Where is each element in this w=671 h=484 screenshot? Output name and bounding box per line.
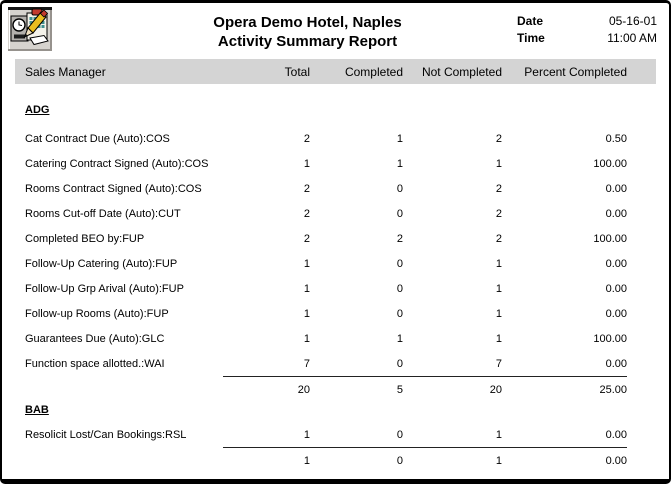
date-row xyxy=(517,13,657,30)
row-value: 2 xyxy=(495,132,502,145)
row-label: Rooms Cut-off Date (Auto):CUT xyxy=(25,207,181,220)
totals-value: 20 xyxy=(489,383,502,396)
row-value: 0.00 xyxy=(605,182,627,195)
row-value: 1 xyxy=(495,282,502,295)
row-value: 1 xyxy=(303,157,310,170)
activity-report-icon-image xyxy=(8,7,52,51)
totals-value: 1 xyxy=(495,454,502,467)
row-value: 2 xyxy=(303,182,310,195)
report-body xyxy=(2,104,669,473)
row-value: 1 xyxy=(396,157,403,170)
row-value: 1 xyxy=(495,157,502,170)
activity-report-icon xyxy=(8,7,98,59)
row-label: Function space allotted.:WAI xyxy=(25,357,165,370)
row-value: 100.00 xyxy=(593,332,627,345)
hotel-name-title: Opera Demo Hotel, Naples xyxy=(213,14,402,31)
row-label: Follow-Up Catering (Auto):FUP xyxy=(25,257,178,270)
row-value: 0.00 xyxy=(605,307,627,320)
table-row xyxy=(15,276,656,301)
column-header-completed: Completed xyxy=(344,64,403,79)
row-value: 2 xyxy=(495,182,502,195)
row-value: 0 xyxy=(396,307,403,320)
date-label: Date xyxy=(517,14,544,28)
section-rows xyxy=(15,422,656,447)
row-value: 1 xyxy=(495,257,502,270)
section-heading: ADG xyxy=(25,104,50,116)
section-rows xyxy=(15,126,656,376)
row-value: 1 xyxy=(396,132,403,145)
column-header-row xyxy=(15,59,656,84)
date-time-block xyxy=(517,7,657,59)
totals-value: 20 xyxy=(297,383,310,396)
row-value: 2 xyxy=(303,207,310,220)
row-value: 0 xyxy=(396,282,403,295)
row-value: 100.00 xyxy=(593,232,627,245)
table-row xyxy=(15,351,656,376)
table-row xyxy=(15,251,656,276)
table-row xyxy=(15,126,656,151)
row-value: 0.00 xyxy=(605,282,627,295)
column-header-percent-completed: Percent Completed xyxy=(524,64,627,79)
totals-value: 25.00 xyxy=(599,383,627,396)
row-value: 7 xyxy=(303,357,310,370)
section-totals-row xyxy=(15,448,656,473)
row-value: 0 xyxy=(396,182,403,195)
row-label: Resolicit Lost/Can Bookings:RSL xyxy=(25,428,187,441)
report-titles xyxy=(98,7,517,59)
row-label: Catering Contract Signed (Auto):COS xyxy=(25,157,209,170)
date-value: 05-16-01 xyxy=(608,14,657,28)
row-value: 2 xyxy=(396,232,403,245)
row-value: 2 xyxy=(303,232,310,245)
row-value: 100.00 xyxy=(593,157,627,170)
report-section xyxy=(15,404,656,473)
table-row xyxy=(15,151,656,176)
column-header-total: Total xyxy=(284,64,310,79)
row-value: 1 xyxy=(495,332,502,345)
row-label: Cat Contract Due (Auto):COS xyxy=(25,132,170,145)
report-title: Activity Summary Report xyxy=(217,33,398,50)
section-heading: BAB xyxy=(25,404,49,416)
row-value: 7 xyxy=(495,357,502,370)
totals-value: 0 xyxy=(396,454,403,467)
row-value: 0 xyxy=(396,207,403,220)
row-label: Guarantees Due (Auto):GLC xyxy=(25,332,165,345)
row-value: 1 xyxy=(396,332,403,345)
report-section xyxy=(15,104,656,402)
section-totals-row xyxy=(15,377,656,402)
row-value: 0 xyxy=(396,257,403,270)
table-row xyxy=(15,176,656,201)
row-value: 1 xyxy=(303,257,310,270)
row-value: 0 xyxy=(396,357,403,370)
time-label: Time xyxy=(517,31,545,45)
column-header-not-completed: Not Completed xyxy=(421,64,502,79)
row-value: 1 xyxy=(495,428,502,441)
row-label: Follow-Up Grp Arival (Auto):FUP xyxy=(25,282,184,295)
row-label: Rooms Contract Signed (Auto):COS xyxy=(25,182,202,195)
totals-value: 1 xyxy=(303,454,310,467)
row-value: 0.50 xyxy=(605,132,627,145)
time-value: 11:00 AM xyxy=(607,31,657,45)
table-row xyxy=(15,201,656,226)
row-value: 1 xyxy=(303,282,310,295)
row-label: Completed BEO by:FUP xyxy=(25,232,145,245)
row-value: 1 xyxy=(495,307,502,320)
table-row xyxy=(15,226,656,251)
row-value: 0.00 xyxy=(605,428,627,441)
row-value: 2 xyxy=(495,232,502,245)
totals-value: 0.00 xyxy=(605,454,627,467)
row-value: 1 xyxy=(303,428,310,441)
report-header xyxy=(2,3,669,59)
row-value: 0.00 xyxy=(605,207,627,220)
time-row xyxy=(517,30,657,47)
table-row xyxy=(15,326,656,351)
row-value: 1 xyxy=(303,307,310,320)
table-row xyxy=(15,422,656,447)
row-value: 1 xyxy=(303,332,310,345)
totals-value: 5 xyxy=(396,383,403,396)
row-value: 0.00 xyxy=(605,257,627,270)
row-value: 0 xyxy=(396,428,403,441)
column-header-sales-manager: Sales Manager xyxy=(25,64,106,79)
row-label: Follow-up Rooms (Auto):FUP xyxy=(25,307,169,320)
row-value: 2 xyxy=(495,207,502,220)
table-row xyxy=(15,301,656,326)
row-value: 0.00 xyxy=(605,357,627,370)
row-value: 2 xyxy=(303,132,310,145)
